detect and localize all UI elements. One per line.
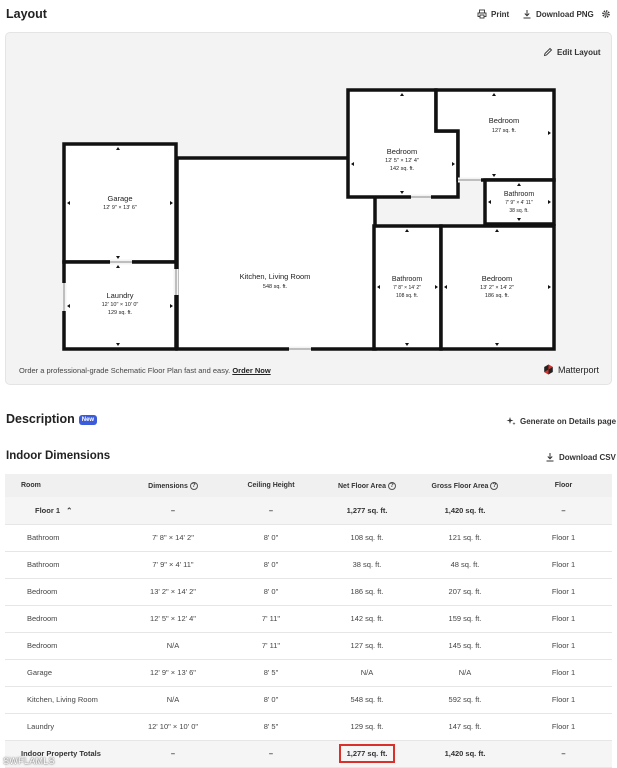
description-title-wrap [6,412,97,426]
cell-ceiling: 8' 5" [223,659,319,686]
group-ceiling: – [223,497,319,524]
cell-net: 142 sq. ft. [319,605,415,632]
totals-net-highlight: 1,277 sq. ft. [339,744,396,763]
cell-ceiling: 7' 11" [223,632,319,659]
col-header-ceiling: Ceiling Height [223,474,319,497]
cell-floor: Floor 1 [515,524,612,551]
garage-room-shape [64,144,176,262]
cell-gross: 592 sq. ft. [415,686,515,713]
table-header-row [5,474,612,497]
group-dims: – [123,497,223,524]
cell-ceiling: 8' 0" [223,686,319,713]
plan-area-kitchen: 548 sq. ft. [262,284,288,290]
dimensions-title: Indoor Dimensions [6,450,111,462]
printer-icon [477,9,487,19]
kitchen-room-shape [177,158,375,349]
plan-dims-bedroom-bottom: 13' 2" × 14' 2" [480,285,514,291]
floor-plan [6,33,613,386]
cell-gross: 121 sq. ft. [415,524,515,551]
plan-area-laundry: 129 sq. ft. [107,310,133,316]
cell-floor: Floor 1 [515,632,612,659]
download-icon [545,452,555,462]
plan-dims-garage: 12' 9" × 13' 6" [103,205,137,211]
new-badge: New [79,415,97,425]
cell-dims: 7' 9" × 4' 11" [123,551,223,578]
dimensions-header [0,450,617,474]
print-label: Print [491,9,510,19]
cell-gross: 48 sq. ft. [415,551,515,578]
plan-label-bathroom-large: Bathroom [391,276,423,283]
matterport-mark-icon [543,364,554,375]
cell-ceiling: 8' 0" [223,524,319,551]
table-row [5,686,612,713]
table-row [5,632,612,659]
totals-ceiling: – [223,740,319,767]
table-row [5,551,612,578]
cell-room: Bedroom [5,605,123,632]
matterport-brand-text: Matterport [557,364,599,375]
group-room: Floor 1 [35,505,61,515]
layout-title: Layout [6,7,47,21]
col-header-dimensions [123,474,223,497]
cell-room: Bathroom [5,524,123,551]
watermark: SWFLAMLS [3,756,55,766]
plan-label-laundry: Laundry [106,291,134,300]
group-net: 1,277 sq. ft. [319,497,415,524]
cell-net: 129 sq. ft. [319,713,415,740]
table-row [5,578,612,605]
cell-ceiling: 8' 0" [223,551,319,578]
totals-gross: 1,420 sq. ft. [415,740,515,767]
totals-dims: – [123,740,223,767]
cell-floor: Floor 1 [515,578,612,605]
download-csv-label: Download CSV [559,452,616,462]
plan-area-bedroom-mid: 142 sq. ft. [389,166,415,172]
settings-button[interactable] [601,9,611,19]
cell-dims: 12' 5" × 12' 4" [123,605,223,632]
table-row [5,524,612,551]
floor-group-row[interactable] [5,497,612,524]
cell-ceiling: 8' 5" [223,713,319,740]
cell-dims: N/A [123,632,223,659]
cell-dims: 12' 10" × 10' 0" [123,713,223,740]
layout-card [5,32,612,385]
cell-gross: 147 sq. ft. [415,713,515,740]
help-icon[interactable]: ? [490,482,498,490]
print-button[interactable] [477,9,509,19]
download-png-button[interactable] [522,9,594,19]
help-icon[interactable]: ? [190,482,198,490]
plan-dims-bedroom-mid: 12' 5" × 12' 4" [385,158,419,164]
order-footer-text: Order a professional-grade Schematic Floor Plan fast and easy. [19,366,231,375]
cell-floor: Floor 1 [515,551,612,578]
cell-gross: 145 sq. ft. [415,632,515,659]
cell-room: Kitchen, Living Room [5,686,123,713]
cell-room: Laundry [5,713,123,740]
dimensions-table [5,474,612,768]
plan-label-garage: Garage [107,194,133,203]
sparkle-icon [506,416,516,426]
plan-label-bedroom-top: Bedroom [488,116,520,125]
matterport-logo [543,364,599,375]
plan-label-bedroom-bottom: Bedroom [481,274,513,283]
generate-description-button[interactable] [506,416,616,426]
plan-area-bedroom-top: 127 sq. ft. [491,128,517,134]
cell-net: N/A [319,659,415,686]
download-png-label: Download PNG [536,9,594,19]
plan-label-bathroom-small: Bathroom [503,191,535,198]
cell-room: Bedroom [5,578,123,605]
cell-ceiling: 7' 11" [223,605,319,632]
cell-dims: N/A [123,686,223,713]
order-floorplan-text [19,366,271,375]
table-row [5,659,612,686]
col-header-net-area [319,474,415,497]
totals-row [5,740,612,767]
cell-floor: Floor 1 [515,686,612,713]
download-csv-button[interactable] [545,452,616,462]
cell-gross: N/A [415,659,515,686]
cell-gross: 159 sq. ft. [415,605,515,632]
cell-dims: 13' 2" × 14' 2" [123,578,223,605]
cell-floor: Floor 1 [515,659,612,686]
description-title: Description [6,412,75,426]
plan-area-bathroom-large: 108 sq. ft. [396,293,418,299]
group-gross: 1,420 sq. ft. [415,497,515,524]
plan-dims-laundry: 12' 10" × 10' 0" [101,302,139,308]
col-header-dimensions-label: Dimensions [148,482,188,490]
totals-floor: – [515,740,612,767]
col-header-net-area-label: Net Floor Area [338,482,386,490]
col-header-gross-area [415,474,515,497]
cell-net: 108 sq. ft. [319,524,415,551]
plan-area-bedroom-bottom: 186 sq. ft. [484,293,510,299]
plan-label-bedroom-mid: Bedroom [386,147,418,156]
totals-room: Indoor Property Totals [5,740,123,767]
cell-net: 548 sq. ft. [319,686,415,713]
generate-label: Generate on Details page [520,416,617,426]
layout-header [0,6,617,30]
download-icon [522,9,532,19]
cell-dims: 12' 9" × 13' 6" [123,659,223,686]
cell-ceiling: 8' 0" [223,578,319,605]
plan-label-kitchen: Kitchen, Living Room [239,272,311,281]
plan-dims-bathroom-large: 7' 8" × 14' 2" [393,285,421,291]
col-header-room: Room [5,474,123,497]
cell-room: Garage [5,659,123,686]
order-now-link[interactable]: Order Now [232,366,271,375]
cell-gross: 207 sq. ft. [415,578,515,605]
cell-dims: 7' 8" × 14' 2" [123,524,223,551]
group-room-cell [5,497,123,524]
gear-icon [601,9,611,19]
plan-dims-bathroom-small: 7' 9" × 4' 11" [505,200,533,206]
help-icon[interactable]: ? [388,482,396,490]
cell-floor: Floor 1 [515,605,612,632]
cell-net: 186 sq. ft. [319,578,415,605]
edit-layout-label: Edit Layout [557,47,601,57]
cell-net: 127 sq. ft. [319,632,415,659]
chevron-up-icon[interactable]: ⌃ [66,505,73,515]
col-header-gross-area-label: Gross Floor Area [431,482,489,490]
table-row [5,605,612,632]
cell-net: 38 sq. ft. [319,551,415,578]
totals-net-cell [319,740,415,767]
plan-area-bathroom-small: 38 sq. ft. [509,208,529,214]
cell-room: Bedroom [5,632,123,659]
cell-floor: Floor 1 [515,713,612,740]
table-row [5,713,612,740]
description-header [0,412,617,436]
group-floor: – [515,497,612,524]
col-header-floor: Floor [515,474,612,497]
cell-room: Bathroom [5,551,123,578]
